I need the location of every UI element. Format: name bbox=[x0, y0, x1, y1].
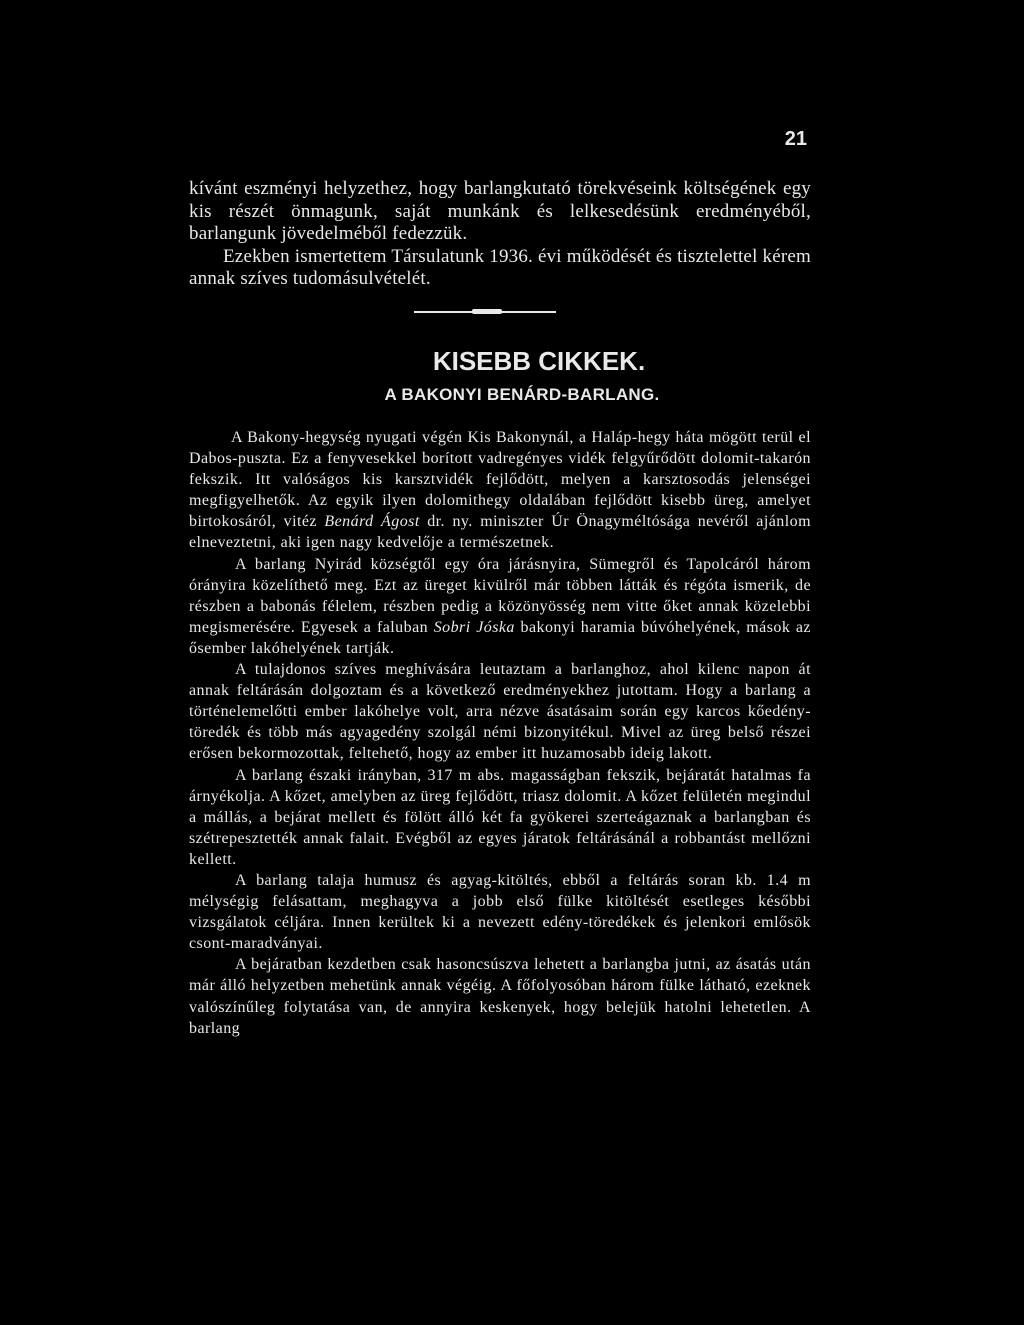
section-divider bbox=[414, 311, 556, 313]
paragraph: A Bakony-hegység nyugati végén Kis Bakonynál, a Haláp-hegy háta mögött terül el Dabos-puszta. Ez a fenyvesekkel borított vadregényes vidék felgyűrődött dolomit-takarón fekszik. Itt valóságos kis karsztvidék fejlődött, melyen a karsztosodás jelenségei megfigyelhetők. Az egyik ilyen dolomithegy oldalában fejlődött kisebb üreg, amelyet birtokosáról, vitéz Benárd Ágost dr. ny. miniszter Úr Önagyméltósága nevéről ajánlom elneveztetni, aki igen nagy kedvelője a természetnek. bbox=[189, 429, 811, 552]
paragraph: A tulajdonos szíves meghívására leutaztam a barlanghoz, ahol kilenc napon át annak feltárásán dolgoztam és a következő eredményekhez jutottam. Hogy a barlang a történelemelőtti ember lakóhelye volt, arra nézve ásatásaim során egy karcos kőedény-töredék és több más agyagedény szolgál némi bizonyitékul. Mivel az üreg belső részei erősen bekormozottak, feltehető, hogy az ember itt huzamosabb ideig lakott. bbox=[189, 661, 811, 763]
paragraph: A bejáratban kezdetben csak hasoncsúszva lehetett a barlangba jutni, az ásatás után már álló helyzetben mehetünk annak végéig. A főfolyosóban három fülke látható, ezeknek valószínűleg folytatása van, de annyira keskenyek, hogy belejük hatolni lehetetlen. A barlang bbox=[189, 956, 811, 1037]
article-title: A BAKONYI BENÁRD-BARLANG. bbox=[384, 385, 660, 404]
paragraph: Ezekben ismertettem Társulatunk 1936. évi működését és tisztelettel kérem annak szíves tudomásulvételét. bbox=[189, 245, 811, 289]
person-name: Sobri Jóska bbox=[433, 618, 515, 636]
paragraph: A barlang talaja humusz és agyag-kitöltés, ebből a feltárás soran kb. 1.4 m mélységig felásattam, meghagyva a jobb első fülke kitöltését esetleges későbbi vizsgálatok céljára. Innen kerültek ki a nevezett edény-töredékek és jelenkori emlősök csont-maradványai. bbox=[189, 871, 811, 953]
paragraph: A barlang Nyirád községtől egy óra járásnyira, Sümegről és Tapolcáról három órányira közelíthető meg. Ezt az üreget kivülről már többen látták és régóta ismerik, de részben a babonás félelem, részben pedig a közönyösség nem vitte őket annak közelebbi megismerésére. Egyesek a faluban Sobri Jóska bakonyi haramia búvóhelyének, mások az ősember lakóhelyének tartják. bbox=[189, 555, 811, 657]
intro-text bbox=[189, 178, 811, 291]
person-name: Benárd Ágost bbox=[324, 513, 420, 531]
page-number: 21 bbox=[784, 128, 807, 150]
article-body bbox=[189, 427, 811, 1039]
section-title: KISEBB CIKKEK. bbox=[432, 346, 646, 376]
paragraph: kívánt eszményi helyzethez, hogy barlangkutató törekvéseink költségének egy kis részét önmagunk, saját munkánk és lelkesedésünk eredményéből, barlangunk jövedelméből fedezzük. bbox=[189, 178, 811, 244]
paragraph: A barlang északi irányban, 317 m abs. magasságban fekszik, bejáratát hatalmas fa árnyékolja. A kőzet, amelyben az üreg fejlődött, triasz dolomit. A kőzet felületén megindul a mállás, a bejárat mellett és fölött álló két fa gyökerei szerteágaznak a barlangban és szétrepesztették annak falait. Evégből az egyes járatok feltárásánál a robbantást mellőzni kellett. bbox=[189, 766, 811, 868]
